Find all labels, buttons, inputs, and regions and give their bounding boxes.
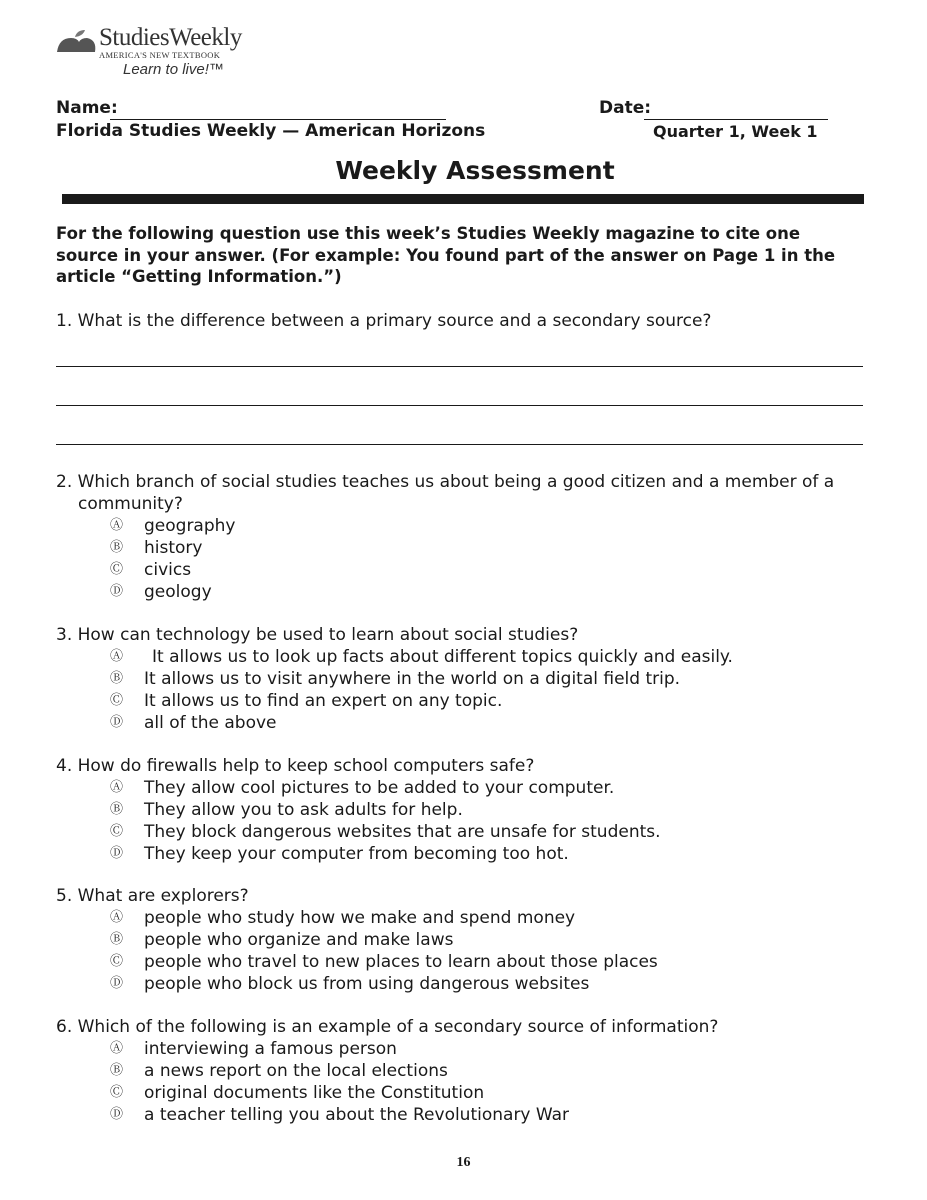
option-text: civics — [144, 560, 192, 580]
question-6 — [56, 1016, 846, 1126]
question-1 — [56, 310, 846, 332]
quarter-week: Quarter 1, Week 1 — [653, 122, 818, 141]
publication-title: Florida Studies Weekly — American Horizons — [56, 121, 486, 141]
option-text: people who study how we make and spend money — [144, 908, 576, 928]
option-text: It allows us to visit anywhere in the world on a digital field trip. — [144, 669, 681, 689]
title-divider — [62, 194, 864, 204]
answer-option-a[interactable] — [56, 777, 846, 799]
question-5 — [56, 885, 846, 995]
answer-line-3[interactable] — [56, 444, 863, 445]
bubble-b-icon[interactable]: Ⓑ — [110, 932, 124, 947]
bubble-a-icon[interactable]: Ⓐ — [110, 1041, 124, 1056]
bubble-d-icon[interactable]: Ⓓ — [110, 846, 124, 861]
question-text: 2. Which branch of social studies teaches us about being a good citizen and a member of a community? — [56, 472, 835, 514]
name-field[interactable] — [110, 119, 446, 120]
question-text: 5. What are explorers? — [56, 886, 249, 906]
option-text: a news report on the local elections — [144, 1061, 448, 1081]
answer-option-d[interactable] — [56, 843, 846, 865]
answer-option-c[interactable] — [56, 559, 846, 581]
apple-logo-icon — [55, 28, 97, 54]
bubble-c-icon[interactable]: Ⓒ — [110, 1085, 124, 1100]
bubble-b-icon[interactable]: Ⓑ — [110, 540, 124, 555]
answer-option-b[interactable] — [56, 929, 846, 951]
bubble-a-icon[interactable]: Ⓐ — [110, 780, 124, 795]
option-text: interviewing a famous person — [144, 1039, 397, 1059]
bubble-d-icon[interactable]: Ⓓ — [110, 715, 124, 730]
option-text: geography — [144, 516, 236, 536]
option-text: It allows us to find an expert on any topic. — [144, 691, 503, 711]
question-4 — [56, 755, 846, 865]
date-label: Date: — [599, 98, 652, 118]
question-2 — [56, 471, 846, 603]
answer-option-d[interactable] — [56, 1104, 846, 1126]
option-text: people who travel to new places to learn about those places — [144, 952, 658, 972]
answer-option-c[interactable] — [56, 821, 846, 843]
studies-weekly-logo — [55, 24, 255, 84]
bubble-b-icon[interactable]: Ⓑ — [110, 671, 124, 686]
option-text: They allow cool pictures to be added to your computer. — [144, 778, 615, 798]
bubble-c-icon[interactable]: Ⓒ — [110, 954, 124, 969]
answer-option-a[interactable] — [56, 1038, 846, 1060]
answer-option-b[interactable] — [56, 668, 846, 690]
option-text: a teacher telling you about the Revolutionary War — [144, 1105, 570, 1125]
answer-option-d[interactable] — [56, 712, 846, 734]
bubble-b-icon[interactable]: Ⓑ — [110, 1063, 124, 1078]
page-title: Weekly Assessment — [335, 156, 615, 185]
bubble-d-icon[interactable]: Ⓓ — [110, 1107, 124, 1122]
question-text: 6. Which of the following is an example of a secondary source of information? — [56, 1017, 719, 1037]
answer-option-c[interactable] — [56, 690, 846, 712]
answer-line-2[interactable] — [56, 405, 863, 406]
answer-option-b[interactable] — [56, 1060, 846, 1082]
bubble-c-icon[interactable]: Ⓒ — [110, 562, 124, 577]
option-text: geology — [144, 582, 212, 602]
bubble-a-icon[interactable]: Ⓐ — [110, 910, 124, 925]
question-text: 4. How do firewalls help to keep school computers safe? — [56, 756, 535, 776]
question-3 — [56, 624, 846, 734]
option-text: original documents like the Constitution — [144, 1083, 485, 1103]
page-number: 16 — [456, 1155, 471, 1170]
option-text: all of the above — [144, 713, 277, 733]
option-text: They block dangerous websites that are unsafe for students. — [144, 822, 661, 842]
instructions: For the following question use this week’s Studies Weekly magazine to cite one source in your answer. (For example: You found part of the answer on Page 1 in the article “Getting Information.”) — [56, 224, 836, 286]
answer-option-a[interactable] — [56, 907, 846, 929]
answer-line-1[interactable] — [56, 366, 863, 367]
bubble-d-icon[interactable]: Ⓓ — [110, 976, 124, 991]
option-text: They keep your computer from becoming too hot. — [144, 844, 569, 864]
bubble-a-icon[interactable]: Ⓐ — [110, 518, 124, 533]
option-text: They allow you to ask adults for help. — [144, 800, 463, 820]
answer-option-a[interactable] — [56, 646, 846, 668]
option-text: history — [144, 538, 203, 558]
bubble-b-icon[interactable]: Ⓑ — [110, 802, 124, 817]
answer-option-d[interactable] — [56, 581, 846, 603]
answer-option-d[interactable] — [56, 973, 846, 995]
answer-option-b[interactable] — [56, 799, 846, 821]
answer-option-c[interactable] — [56, 1082, 846, 1104]
option-text: people who organize and make laws — [144, 930, 454, 950]
logo-wordmark: StudiesWeekly — [99, 24, 242, 51]
bubble-c-icon[interactable]: Ⓒ — [110, 693, 124, 708]
logo-tagline: AMERICA'S NEW TEXTBOOK — [99, 50, 221, 60]
bubble-a-icon[interactable]: Ⓐ — [110, 649, 124, 664]
name-label: Name: — [56, 98, 118, 118]
answer-option-b[interactable] — [56, 537, 846, 559]
answer-option-c[interactable] — [56, 951, 846, 973]
bubble-c-icon[interactable]: Ⓒ — [110, 824, 124, 839]
bubble-d-icon[interactable]: Ⓓ — [110, 584, 124, 599]
option-text: people who block us from using dangerous websites — [144, 974, 590, 994]
option-text: It allows us to look up facts about different topics quickly and easily. — [152, 647, 733, 667]
answer-option-a[interactable] — [56, 515, 846, 537]
question-text: 3. How can technology be used to learn about social studies? — [56, 625, 579, 645]
date-field[interactable] — [644, 119, 828, 120]
logo-slogan: Learn to live!™ — [123, 61, 224, 78]
question-text: 1. What is the difference between a primary source and a secondary source? — [56, 311, 712, 331]
